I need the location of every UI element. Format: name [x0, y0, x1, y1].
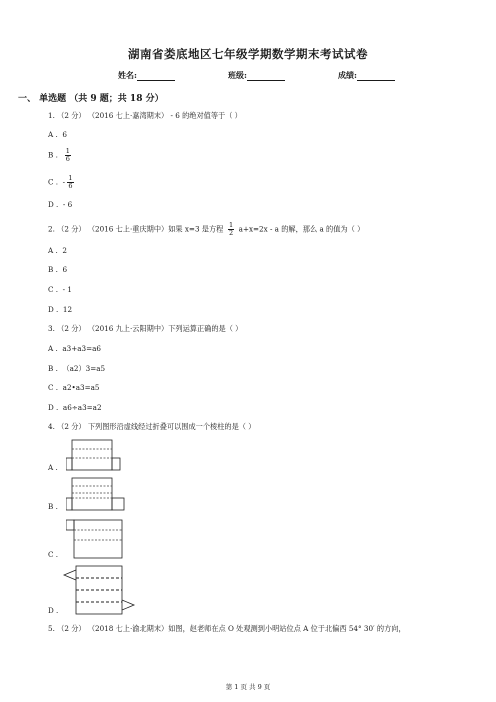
question-2-stem-part-b: a+x=2x - a 的解，那么 a 的值为（ ） [238, 224, 365, 234]
fraction-numerator: 1 [228, 221, 234, 229]
option-text: 12 [62, 305, 73, 314]
question-3-option-d [48, 403, 102, 412]
question-3-stem: 3. （2 分） （2016 九上·云阳期中）下列运算正确的是（ ） [48, 324, 243, 333]
question-3-option-b [48, 364, 105, 374]
class-label: 班级: [228, 70, 247, 80]
name-label: 姓名: [118, 70, 137, 80]
option-text: 2 [62, 246, 67, 255]
option-label: B . [48, 265, 58, 274]
option-label: B . [48, 364, 58, 373]
question-1-option-a [48, 130, 67, 139]
name-field [118, 70, 175, 81]
question-1-option-d [48, 200, 72, 209]
option-text: a6÷a3=a2 [62, 403, 102, 412]
question-3-option-c [48, 383, 100, 392]
option-label: A . [48, 344, 58, 353]
option-text: - 1 [62, 285, 72, 294]
class-blank [247, 72, 285, 81]
class-field [228, 70, 285, 81]
option-label: D . [48, 305, 59, 314]
option-label: C . [48, 285, 59, 294]
option-text: - 6 [62, 200, 73, 209]
page-title: 湖南省娄底地区七年级学期数学期末考试试卷 [128, 47, 368, 61]
fraction [228, 222, 234, 237]
option-text: 6 [62, 130, 67, 139]
section-title: 一、 单选题 （共 9 题；共 18 分） [18, 94, 164, 104]
fraction [65, 148, 71, 163]
net-figure-a [66, 438, 130, 472]
question-2-stem [48, 222, 364, 237]
fraction-denominator: 2 [228, 229, 234, 237]
net-figure-d [62, 564, 138, 616]
fraction [67, 175, 73, 190]
option-label: B . [48, 150, 58, 160]
question-4-stem: 4. （2 分） 下列图形沿虚线经过折叠可以围成一个棱柱的是（ ） [48, 422, 256, 431]
option-label: D . [48, 403, 59, 412]
question-2-stem-part-a: 2. （2 分） （2016 七上·重庆期中）如果 x=3 是方程 [48, 224, 224, 234]
net-figure-b [66, 476, 130, 512]
option-text: （a2）3=a5 [62, 364, 106, 373]
question-1-option-b [48, 148, 71, 163]
question-1-option-c [48, 175, 74, 190]
option-text: a3+a3=a6 [62, 344, 101, 353]
option-text: a2•a3=a5 [62, 383, 100, 392]
question-2-option-d [48, 305, 72, 314]
fraction-numerator: 1 [68, 174, 73, 182]
option-text: 6 [62, 265, 68, 274]
fraction-numerator: 1 [65, 147, 70, 155]
question-2-option-b [48, 265, 67, 274]
score-field [338, 70, 395, 81]
option-label: D . [48, 200, 59, 209]
option-label: A . [48, 130, 58, 139]
name-blank [137, 72, 175, 81]
question-4-option-a: A . [48, 463, 58, 472]
page-footer: 第 1 页 共 9 页 [225, 683, 271, 691]
net-figure-c [66, 518, 130, 560]
question-4-option-b: B . [48, 502, 58, 511]
fraction-denominator: 6 [65, 155, 70, 163]
fraction-denominator: 6 [68, 182, 73, 190]
option-label: C . [48, 177, 59, 187]
question-2-option-c [48, 285, 72, 294]
question-1-stem: 1. （2 分） （2016 七上·嘉湾期末） - 6 的绝对值等于（ ） [48, 111, 242, 120]
question-3-option-a [48, 344, 101, 353]
question-4-option-d: D . [48, 606, 59, 615]
question-4-option-c: C . [48, 550, 59, 559]
minus-sign: - [62, 177, 66, 187]
option-label: C . [48, 383, 59, 392]
option-label: A . [48, 246, 58, 255]
question-2-option-a [48, 246, 67, 255]
question-5-stem: 5. （2 分） （2018 七上·渝北期末）如图，赵老师在点 O 处观测到小明站位点 A 位于北偏西 54° 30′ 的方向， [48, 624, 406, 633]
score-blank [357, 72, 395, 81]
score-label: 成绩: [338, 70, 357, 80]
